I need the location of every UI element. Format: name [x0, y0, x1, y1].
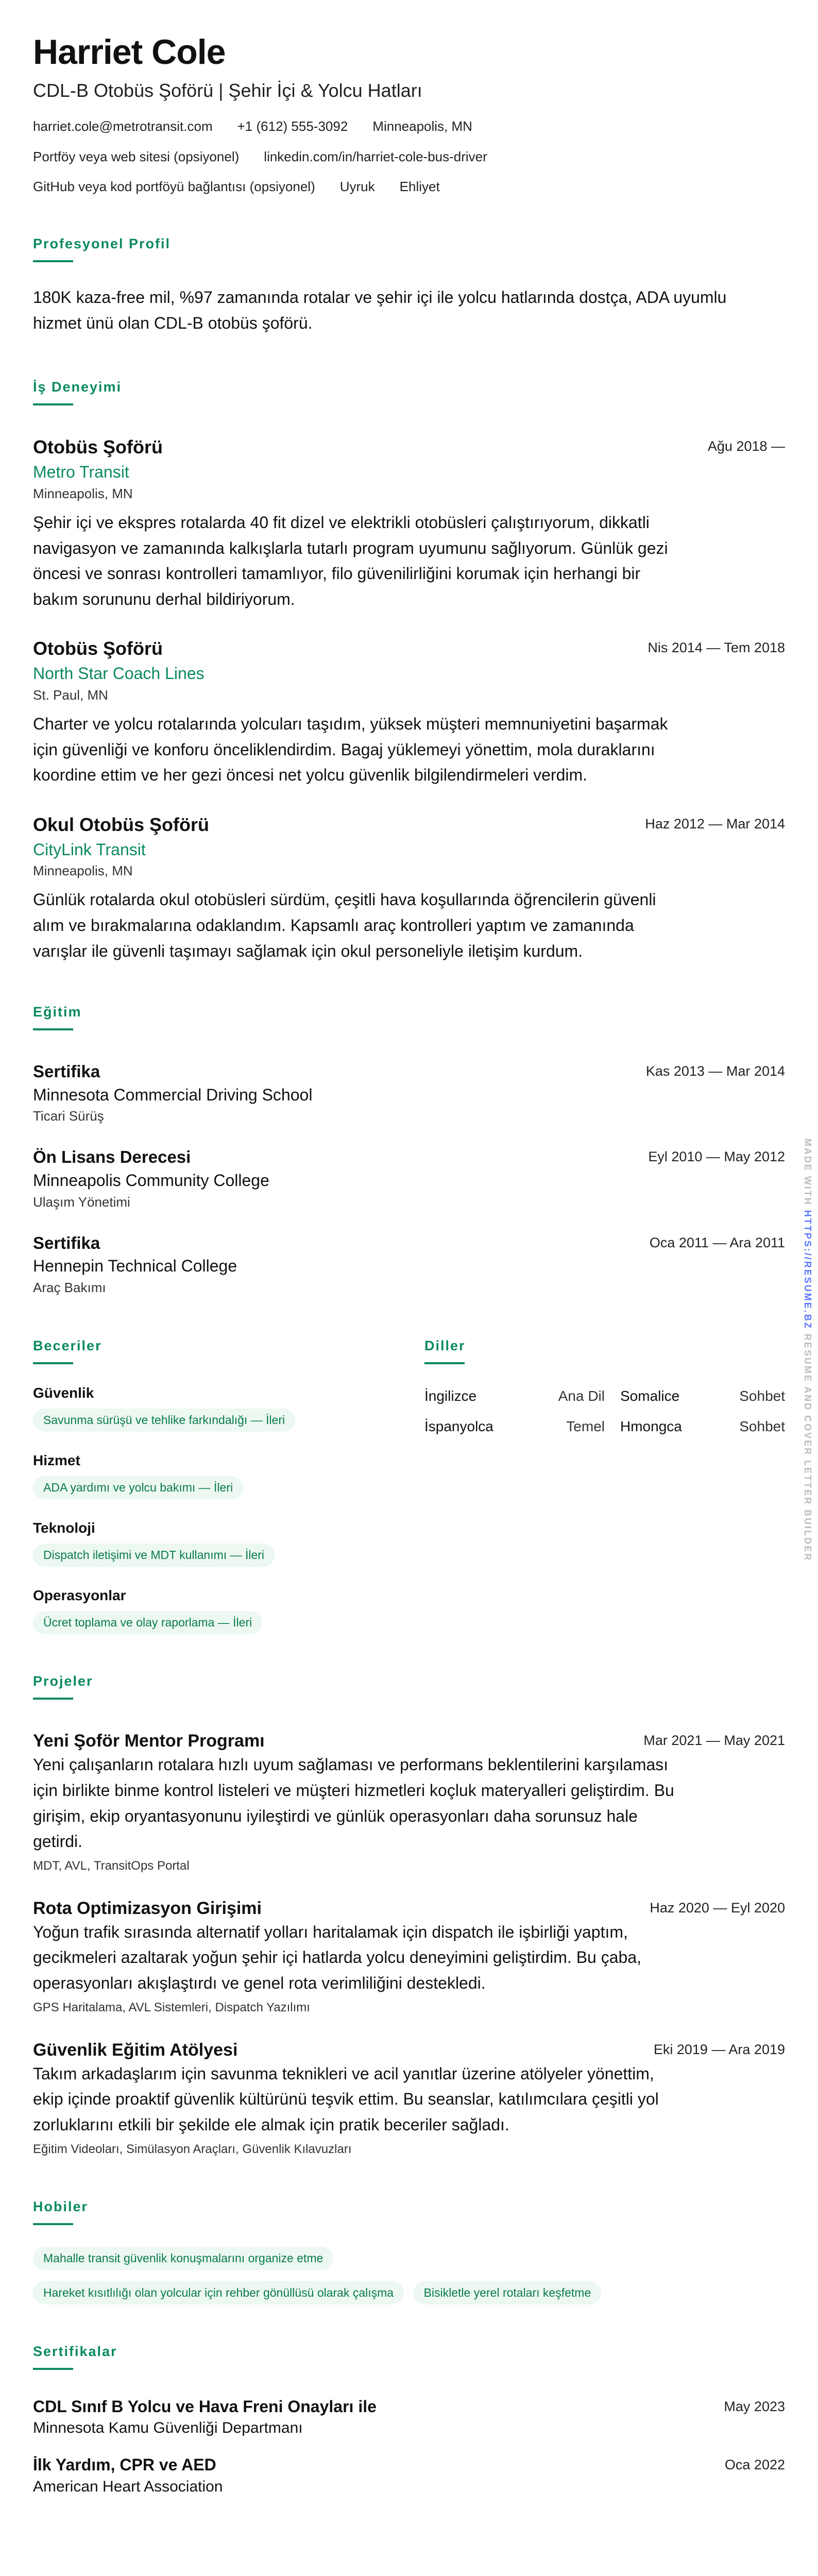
resume-page: [33, 33, 785, 2497]
language-fluency: Sohbet: [739, 1388, 785, 1404]
contact-license: Ehliyet: [399, 179, 440, 195]
language-fluency: Sohbet: [739, 1418, 785, 1434]
project-item: [33, 2039, 785, 2159]
summary-section: [33, 236, 785, 336]
skill-group-name: Hizmet: [33, 1452, 80, 1469]
interest-chip: Bisikletle yerel rotaları keşfetme: [414, 2281, 602, 2304]
skill-chip: ADA yardımı ve yolcu bakımı — İleri: [33, 1476, 243, 1499]
watermark-prefix: MADE WITH: [803, 1138, 813, 1210]
section-title: Projeler: [33, 1673, 93, 1689]
skill-group-name: Teknoloji: [33, 1520, 95, 1536]
education-date: Eyl 2010 — May 2012: [648, 1149, 785, 1165]
section-title: Beceriler: [33, 1338, 102, 1354]
project-name: Yeni Şoför Mentor Programı: [33, 1731, 265, 1751]
education-institution: Hennepin Technical College: [33, 1257, 237, 1276]
skill-chip: Dispatch iletişimi ve MDT kullanımı — İleri: [33, 1544, 275, 1567]
project-name: Rota Optimizasyon Girişimi: [33, 1898, 262, 1918]
interest-chip: Hareket kısıtlılığı olan yolcular için rehber gönüllüsü olarak çalışma: [33, 2281, 404, 2304]
contact-linkedin[interactable]: linkedin.com/in/harriet-cole-bus-driver: [264, 148, 487, 164]
project-keywords: GPS Haritalama, AVL Sistemleri, Dispatch Yazılımı: [33, 2000, 310, 2014]
watermark-link[interactable]: HTTPS://RESUME.BZ: [803, 1210, 813, 1330]
interest-row: [33, 2240, 785, 2270]
section-divider: [33, 403, 73, 405]
skills-languages-row: [33, 1338, 785, 1634]
language-fluency: Temel: [566, 1418, 605, 1434]
education-item: [33, 1146, 785, 1212]
experience-summary: Şehir içi ve ekspres rotalarda 40 fit dizel ve elektrikli otobüsleri çalıştırıyorum, dikkatli navigasyon ve zamanında kalkışlarla tutarlı program uyumunu sağlıyorum. Günlük gezi öncesi ve sonrası kontrolleri tamamlıyor, filo güvenilirliğini korumak için herhangi bir bakım sorununu derhal bildiriyorum.: [33, 513, 668, 608]
section-title: Profesyonel Profil: [33, 236, 171, 252]
section-divider: [33, 260, 73, 262]
education-degree: Sertifika: [33, 1062, 100, 1081]
interest-chip: Mahalle transit güvenlik konuşmalarını organize etme: [33, 2247, 333, 2270]
skill-group-name: Operasyonlar: [33, 1587, 126, 1604]
experience-position: Otobüs Şoförü: [33, 638, 163, 659]
project-date: Mar 2021 — May 2021: [643, 1733, 785, 1749]
education-item: [33, 1232, 785, 1298]
contact-phone[interactable]: +1 (612) 555-3092: [237, 118, 348, 134]
language-name: İspanyolca: [424, 1418, 493, 1434]
interests-section: [33, 2199, 785, 2304]
section-divider: [33, 1698, 73, 1700]
certificate-issuer: Minnesota Kamu Güvenliği Departmanı: [33, 2419, 303, 2436]
experience-company: CityLink Transit: [33, 840, 146, 859]
section-title: İş Deneyimi: [33, 379, 122, 395]
experience-location: Minneapolis, MN: [33, 485, 133, 501]
experience-section: [33, 379, 785, 964]
experience-position: Otobüs Şoförü: [33, 436, 163, 458]
section-divider: [33, 2223, 73, 2225]
section-divider: [33, 1028, 73, 1030]
contact-website[interactable]: Portföy veya web sitesi (opsiyonel): [33, 148, 240, 164]
section-divider: [424, 1362, 465, 1364]
contact-github[interactable]: GitHub veya kod portföyü bağlantısı (opsiyonel): [33, 179, 315, 195]
skill-group: [33, 1587, 424, 1634]
education-item: [33, 1060, 785, 1126]
section-title: Sertifikalar: [33, 2343, 117, 2359]
skill-chip: Savunma sürüşü ve tehlike farkındalığı — İleri: [33, 1409, 295, 1432]
project-description: Takım arkadaşlarım için savunma teknikleri ve acil yanıtlar üzerine atölyeler yönettim, ekip içinde proaktif güvenlik kültürünü teşvik ettim. Bu seanslar, katılımcılara çeşitli yol zorluklarını etkili bir şekilde ele almak için pratik beceriler sağladı.: [33, 2064, 659, 2134]
candidate-name: Harriet Cole: [33, 32, 226, 72]
language-item: [424, 1415, 605, 1438]
experience-summary: Günlük rotalarda okul otobüsleri sürdüm, çeşitli hava koşullarında öğrencilerin güvenli alım ve bırakmalarına odaklandım. Kapsamlı araç kontrolleri yaptım ve zamanında varışlar ile güvenli taşımayı sağlamak için okul personeliyle iletişim kurdum.: [33, 890, 656, 960]
experience-date: Nis 2014 — Tem 2018: [647, 640, 785, 656]
certificate-name: İlk Yardım, CPR ve AED: [33, 2455, 216, 2475]
certificates-section: [33, 2344, 785, 2497]
certificate-date: Oca 2022: [724, 2457, 785, 2473]
education-area: Araç Bakımı: [33, 1280, 106, 1296]
project-keywords: MDT, AVL, TransitOps Portal: [33, 1858, 190, 1873]
project-name: Güvenlik Eğitim Atölyesi: [33, 2040, 238, 2060]
education-institution: Minneapolis Community College: [33, 1171, 269, 1190]
language-name: İngilizce: [424, 1388, 477, 1404]
project-item: [33, 1897, 785, 2017]
watermark-suffix: RESUME AND COVER LETTER BUILDER: [803, 1329, 813, 1562]
interest-row: [33, 2274, 785, 2304]
skill-group: [33, 1520, 424, 1567]
experience-position: Okul Otobüs Şoförü: [33, 814, 209, 835]
education-institution: Minnesota Commercial Driving School: [33, 1085, 313, 1104]
experience-location: Minneapolis, MN: [33, 863, 133, 879]
experience-date: Haz 2012 — Mar 2014: [645, 816, 785, 832]
experience-item: [33, 813, 785, 964]
section-title: Eğitim: [33, 1004, 82, 1020]
certificate-issuer: American Heart Association: [33, 2478, 223, 2495]
watermark-text: [803, 1138, 813, 1561]
education-date: Oca 2011 — Ara 2011: [649, 1234, 785, 1250]
experience-location: St. Paul, MN: [33, 687, 108, 703]
project-date: Haz 2020 — Eyl 2020: [650, 1900, 785, 1916]
skill-group-name: Güvenlik: [33, 1385, 94, 1401]
education-degree: Sertifika: [33, 1233, 100, 1252]
language-fluency: Ana Dil: [558, 1388, 605, 1404]
language-item: [605, 1385, 785, 1408]
language-row: [424, 1415, 785, 1438]
section-divider: [33, 1362, 73, 1364]
contact-nationality: Uyruk: [339, 179, 375, 195]
projects-section: [33, 1673, 785, 2159]
builder-watermark: [802, 1133, 814, 1566]
skill-group: [33, 1452, 424, 1499]
experience-summary: Charter ve yolcu rotalarında yolcuları taşıdım, yüksek müşteri memnuniyetini başarmak için güvenliği ve konforu önceliklendirdim. Bagaj yüklemeyi yönettim, mola duraklarını koordine ettim ve her gezi öncesi net yolcu güvenlik bilgilendirmeleri verdim.: [33, 714, 668, 785]
language-item: [424, 1385, 605, 1408]
education-degree: Ön Lisans Derecesi: [33, 1147, 191, 1167]
project-item: [33, 1730, 785, 1875]
section-divider: [33, 2368, 73, 2370]
languages-section: [424, 1338, 785, 1634]
skill-group: [33, 1385, 424, 1432]
experience-company: Metro Transit: [33, 463, 129, 482]
certificate-name: CDL Sınıf B Yolcu ve Hava Freni Onayları ile: [33, 2397, 377, 2416]
certificate-item: [33, 2396, 785, 2439]
language-row: [424, 1385, 785, 1408]
language-name: Somalice: [620, 1388, 680, 1404]
project-keywords: Eğitim Videoları, Simülasyon Araçları, Güvenlik Kılavuzları: [33, 2142, 352, 2156]
contact-list: [33, 114, 785, 199]
project-description: Yeni çalışanların rotalara hızlı uyum sağlaması ve performans beklentilerini karşılaması için birlikte binme kontrol listeleri ve müşteri hizmetleri koçluk materyalleri geliştirdim. Bu girişim, ekip oryantasyonunu iyileştirdi ve günlük operasyonları daha sorunsuz hale getirdi.: [33, 1755, 674, 1851]
language-name: Hmongca: [620, 1418, 682, 1434]
summary-text: 180K kaza-free mil, %97 zamanında rotalar ve şehir içi ile yolcu hatlarında dostça, ADA uyumlu hizmet ünü olan CDL-B otobüs şoförü.: [33, 288, 727, 332]
section-title: Hobiler: [33, 2198, 89, 2214]
language-item: [605, 1415, 785, 1438]
experience-date: Ağu 2018 —: [707, 438, 785, 454]
certificate-date: May 2023: [724, 2398, 785, 2414]
project-date: Eki 2019 — Ara 2019: [653, 2041, 785, 2057]
experience-item: [33, 637, 785, 788]
contact-email[interactable]: harriet.cole@metrotransit.com: [33, 118, 213, 134]
candidate-headline: CDL-B Otobüs Şoförü | Şehir İçi & Yolcu Hatları: [33, 79, 422, 101]
experience-company: North Star Coach Lines: [33, 664, 204, 683]
project-description: Yoğun trafik sırasında alternatif yolları haritalamak için dispatch ile işbirliği yaptım, gecikmeleri azaltarak yoğun şehir içi hatlarda yolcu deneyimini geliştirdim. Bu çaba, operasyonları akışlaştırdı ve genel rota verimliliğini destekledi.: [33, 1922, 641, 1993]
education-section: [33, 1004, 785, 1298]
contact-location: Minneapolis, MN: [372, 118, 472, 134]
resume-header: [33, 33, 785, 199]
education-area: Ulaşım Yönetimi: [33, 1194, 130, 1210]
skills-section: [33, 1338, 424, 1634]
education-date: Kas 2013 — Mar 2014: [645, 1063, 785, 1079]
certificate-item: [33, 2454, 785, 2497]
skill-chip: Ücret toplama ve olay raporlama — İleri: [33, 1611, 262, 1634]
education-area: Ticari Sürüş: [33, 1108, 104, 1124]
section-title: Diller: [424, 1338, 466, 1354]
experience-item: [33, 435, 785, 612]
